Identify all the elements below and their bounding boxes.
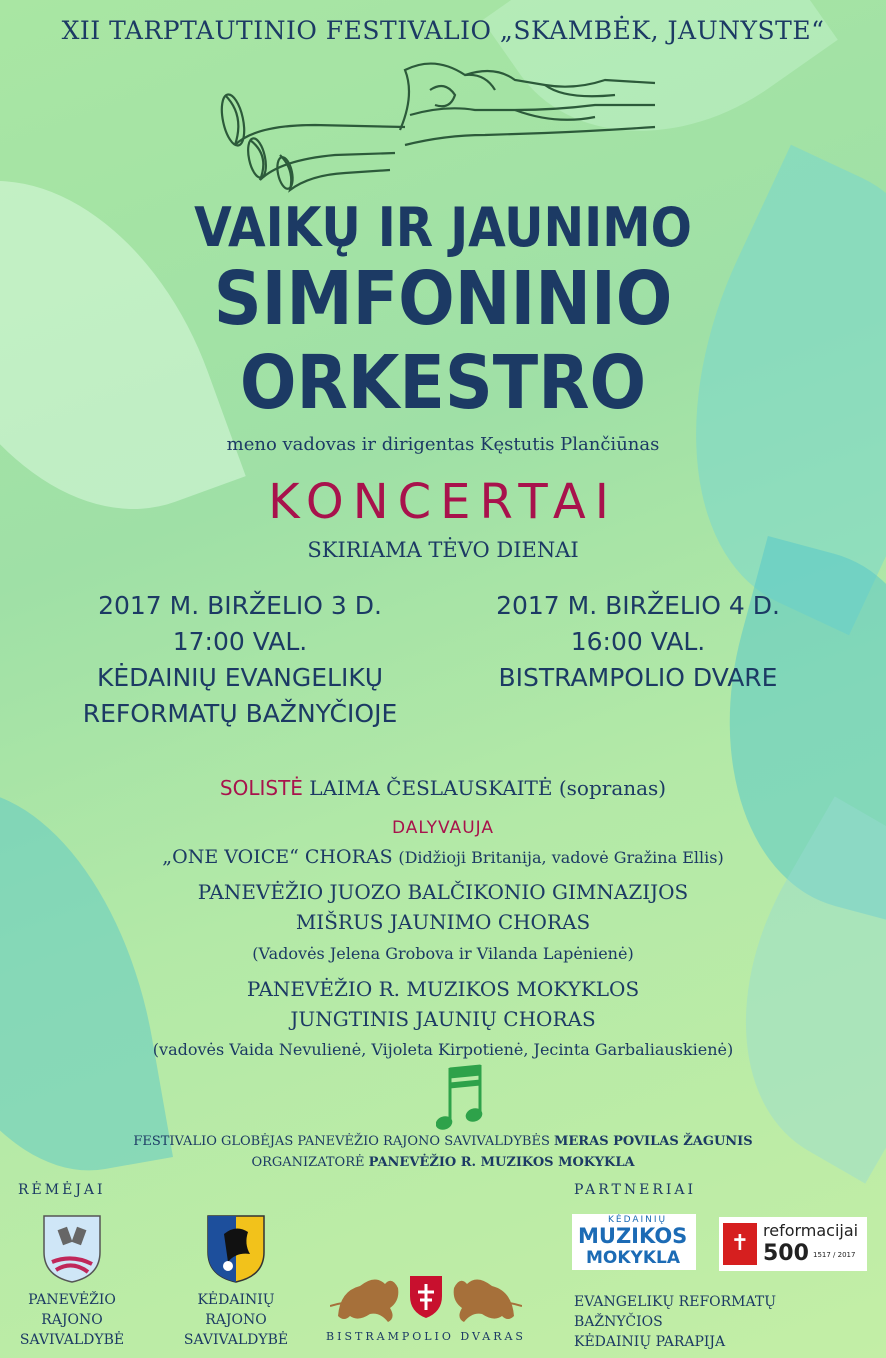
kedainiai-label-3: SAVIVALDYBĖ xyxy=(183,1332,289,1348)
festival-title: XII TARPTAUTINIO FESTIVALIO „SKAMBĖK, JAUNYSTE“ xyxy=(61,16,825,45)
dedication-line: SKIRIAMA TĖVO DIENAI xyxy=(307,538,579,562)
conductor-line: meno vadovas ir dirigentas Kęstutis Plančiūnas xyxy=(226,434,660,455)
concert-1-place-2: REFORMATŲ BAŽNYČIOJE xyxy=(82,699,398,728)
sponsors-label: RĖMĖJAI xyxy=(18,1182,106,1198)
choir-2-line-1: PANEVĖŽIO JUOZO BALČIKONIO GIMNAZIJOS xyxy=(197,880,689,904)
concert-1-date: 2017 M. BIRŽELIO 3 D. xyxy=(98,591,382,620)
title-line-2: SIMFONINIO xyxy=(213,256,673,342)
bistrampolis-label: BISTRAMPOLIO DVARAS xyxy=(326,1330,526,1343)
bistrampolis-crest-icon xyxy=(330,1266,522,1324)
church-label-3: KĖDAINIŲ PARAPIJA xyxy=(574,1334,726,1350)
organizer-name: PANEVĖŽIO R. MUZIKOS MOKYKLA xyxy=(368,1155,635,1170)
church-label-2: BAŽNYČIOS xyxy=(574,1314,663,1330)
choir-3-detail: (vadovės Vaida Nevulienė, Vijoleta Kirpotienė, Jecinta Garbaliauskienė) xyxy=(152,1040,734,1059)
soloist-name: LAIMA ČESLAUSKAITĖ (sopranas) xyxy=(309,776,667,800)
kedainiai-label xyxy=(176,1290,296,1350)
panevezys-label-1: PANEVĖŽIO xyxy=(28,1292,116,1308)
reformacijai-logo-number: 500 xyxy=(763,1241,809,1266)
panevezys-label xyxy=(12,1290,132,1350)
concert-2-place-1: BISTRAMPOLIO DVARE xyxy=(498,663,778,692)
church-label-1: EVANGELIKŲ REFORMATŲ xyxy=(574,1294,776,1310)
kedainiai-coat-of-arms-icon xyxy=(206,1214,266,1284)
reformacijai-500-logo xyxy=(719,1217,867,1271)
reformacijai-logo-mark: ✝ xyxy=(723,1223,757,1265)
participants-label: DALYVAUJA xyxy=(392,818,494,838)
panevezys-coat-of-arms-icon xyxy=(42,1214,102,1284)
choir-3-line-1: PANEVĖŽIO R. MUZIKOS MOKYKLOS xyxy=(246,977,640,1001)
concert-1-place-1: KĖDAINIŲ EVANGELIKŲ xyxy=(96,663,384,692)
choir-2-detail: (Vadovės Jelena Grobova ir Vilanda Lapėnienė) xyxy=(252,944,634,963)
muzikos-logo-line-2: MOKYKLA xyxy=(586,1248,681,1268)
reformacijai-logo-years: 1517 / 2017 xyxy=(813,1251,856,1259)
concert-2-date: 2017 M. BIRŽELIO 4 D. xyxy=(496,591,780,620)
choir-1-name: „ONE VOICE“ CHORAS xyxy=(162,846,393,868)
music-note-icon xyxy=(436,1063,488,1133)
choir-1-detail: (Didžioji Britanija, vadovė Gražina Ellis) xyxy=(398,848,724,867)
organizer-prefix: ORGANIZATORĖ xyxy=(251,1155,369,1170)
concert-2 xyxy=(438,588,838,696)
patron-line xyxy=(0,1134,886,1149)
choir-1 xyxy=(0,846,886,868)
soloist-label: SOLISTĖ xyxy=(219,776,303,800)
organizer-line xyxy=(0,1155,886,1170)
concert-2-time: 16:00 VAL. xyxy=(570,627,706,656)
soloist-line xyxy=(0,776,886,800)
muzikos-logo-line-1: MUZIKOS xyxy=(578,1224,688,1248)
choir-2-line-2: MIŠRUS JAUNIMO CHORAS xyxy=(295,910,591,934)
horns-illustration-icon xyxy=(215,55,665,195)
koncertai-heading: KONCERTAI xyxy=(268,474,618,530)
title-line-3: ORKESTRO xyxy=(239,340,647,426)
partners-label: PARTNERIAI xyxy=(574,1182,697,1198)
title-line-1: VAIKŲ IR JAUNIMO xyxy=(194,196,692,259)
panevezys-label-3: SAVIVALDYBĖ xyxy=(19,1332,125,1348)
church-label xyxy=(574,1292,776,1352)
choir-3-line-2: JUNGTINIS JAUNIŲ CHORAS xyxy=(290,1007,596,1031)
patron-name: MERAS POVILAS ŽAGUNIS xyxy=(554,1134,753,1149)
kedainiai-label-1: KĖDAINIŲ xyxy=(197,1292,275,1308)
panevezys-label-2: RAJONO xyxy=(41,1312,103,1328)
muzikos-logo-city: KĖDAINIŲ xyxy=(608,1215,668,1225)
kedainiai-label-2: RAJONO xyxy=(205,1312,267,1328)
muzikos-mokykla-logo xyxy=(572,1214,696,1270)
concert-1 xyxy=(40,588,440,732)
concert-1-time: 17:00 VAL. xyxy=(172,627,308,656)
reformacijai-logo-word: reformacijai xyxy=(763,1221,859,1240)
patron-prefix: FESTIVALIO GLOBĖJAS PANEVĖŽIO RAJONO SAVIVALDYBĖS xyxy=(133,1134,554,1149)
